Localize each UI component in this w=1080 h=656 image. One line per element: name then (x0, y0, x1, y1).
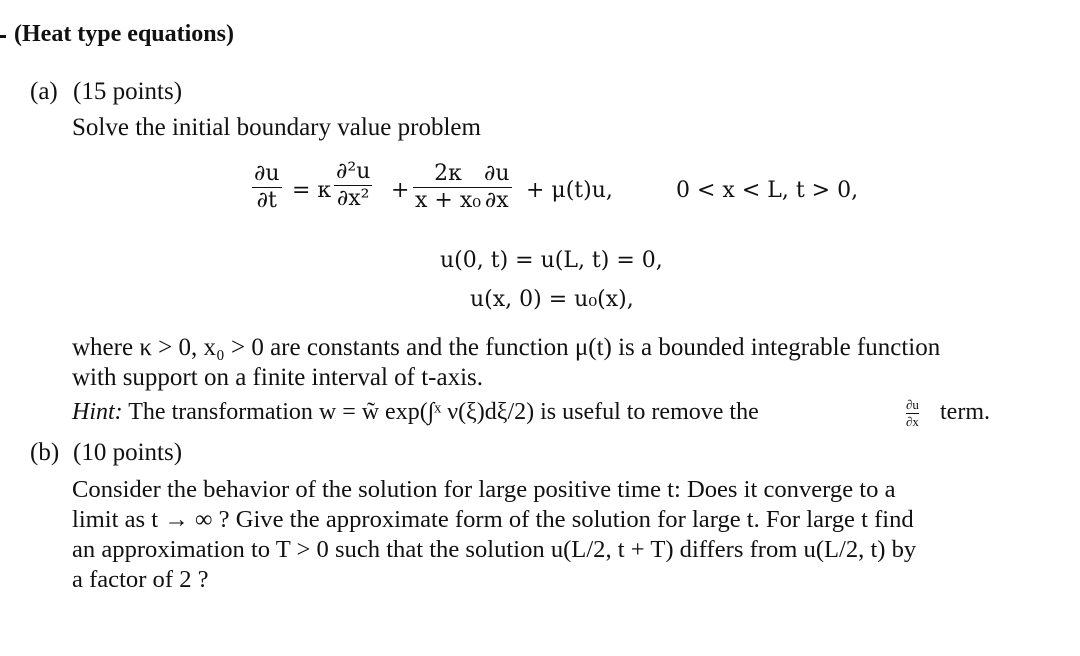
where-line-2: with support on a finite interval of t-axis. (72, 364, 484, 391)
hint-label: Hint: (72, 399, 123, 425)
plus-sign: + (391, 178, 410, 203)
hint-frac-den: ∂x (906, 414, 919, 429)
part-b-line-2: limit as t → ∞ ? Give the approximate form of the solution for large t. For large t find (72, 506, 914, 533)
pde-domain: 0 < x < L, t > 0, (676, 178, 859, 203)
frac-2k-x-num: 2κ (434, 161, 462, 186)
frac-du-dx-num: ∂u (484, 161, 510, 186)
hint-frac (906, 397, 919, 430)
frac-2k-x (413, 163, 483, 212)
part-a-intro: Solve the initial boundary value problem (72, 114, 481, 141)
hint-line (72, 400, 759, 424)
frac-d2u-dx2 (334, 161, 372, 210)
eq-kappa: = κ (292, 178, 332, 203)
part-b-line-1: Consider the behavior of the solution for large positive time t: Does it converge to a (72, 476, 896, 503)
frac-du-dt-den: ∂t (256, 188, 277, 214)
part-b-line-3: an approximation to T > 0 such that the solution u(L/2, t + T) differs from u(L/2, t) by (72, 536, 917, 563)
frac-du-dx-den: ∂x (484, 188, 509, 214)
initial-condition: u(x, 0) = u₀(x), (470, 287, 634, 312)
frac-du-dt (252, 163, 282, 212)
where-line-1: where κ > 0, x₀ > 0 are constants and the function μ(t) is a bounded integrable function (72, 334, 941, 361)
frac-2k-x-den: x + x₀ (415, 188, 482, 214)
part-a-points: (15 points) (73, 78, 183, 105)
hint-end: term. (940, 399, 990, 425)
part-b-label: (b) (30, 439, 60, 466)
problem-bullet (0, 35, 6, 38)
hint-text: The transformation w = w̃ exp(∫ˣ ν(ξ)dξ/2) is useful to remove the (128, 399, 759, 425)
frac-d2u-dx2-num: ∂²u (336, 159, 371, 184)
hint-frac-num: ∂u (906, 397, 919, 412)
frac-du-dt-num: ∂u (254, 161, 280, 186)
pde-tail: + μ(t)u, (526, 178, 613, 203)
part-b-line-4: a factor of 2 ? (72, 566, 209, 593)
part-b-points: (10 points) (73, 439, 183, 466)
boundary-condition: u(0, t) = u(L, t) = 0, (440, 248, 663, 273)
part-a-label: (a) (30, 78, 58, 105)
frac-d2u-dx2-den: ∂x² (336, 186, 370, 212)
frac-du-dx (482, 163, 512, 212)
problem-title: (Heat type equations) (14, 21, 234, 47)
